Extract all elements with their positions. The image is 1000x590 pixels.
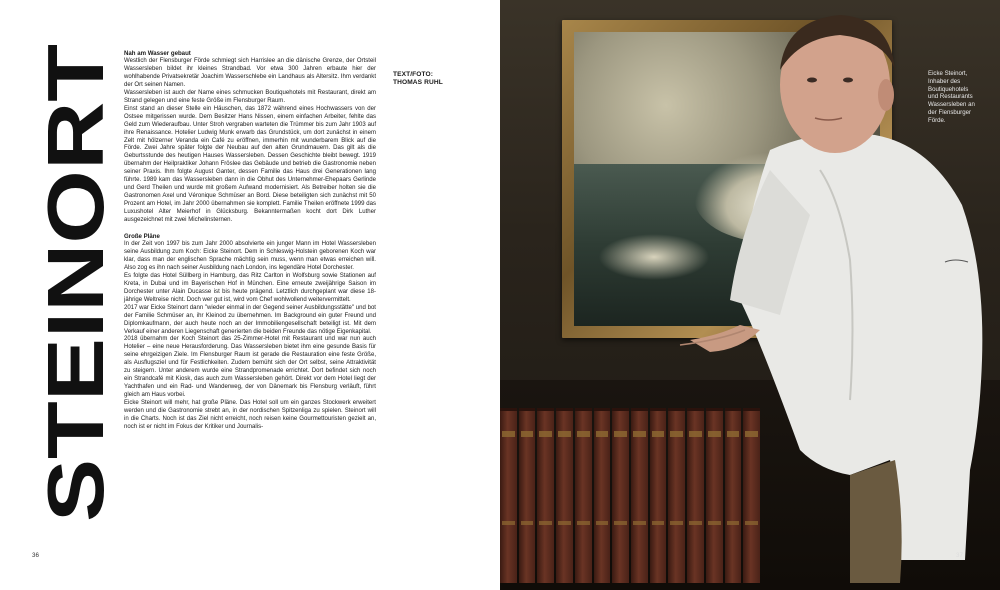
author-credit xyxy=(393,71,443,87)
page-number-right: 37 xyxy=(956,552,963,559)
paragraph: Einst stand an dieser Stelle ein Häuschen, das 1872 während eines Hochwassers von der Ostsee mitgerissen wurde. Dem Besitzer Hans Nissen, einem einfachen Arbeiter, fehlte das Geld zum Wiederaufbau. Unter Stroh vergraben warteten die Trümmer bis zum Jahr 1903 auf ihre Renaissance. Hotelier Ludwig Munk erwarb das Grundstück, um dort zunächst in einem Zelt mit hölzerner Veranda ein Café zu eröffnen, immerhin mit wunderbarem Blick auf die Förde. Zwei Jahre später folgte der Neubau auf den alten Grundmauern. Das gilt als die Geburtsstunde des heutigen Hauses Wassersleben. Dessen Geschichte bleibt bewegt. 1919 übernahm der Heilpraktiker Johann Fröslee das Gebäude und betrieb die Gastronomie neben seiner Praxis. Ihm folgte August Ganter, dessen Familie das Haus drei Generationen lang führte. 1989 kam das Wassersleben dann in die Obhut des Unternehmer-Ehepaars Gerlinde und Gerd Theilen und wurde mit großem Aufwand modernisiert. Als Betreiber holten sie die Gastronomen Axel und Véronique Schmüser an Bord. Diese beteiligten sich zunächst mit 50 Prozent am Hotel, im Jahr 2000 übernahmen sie komplett. Familie Theilen eröffnete 1999 das Luxushotel Alter Meierhof in Glücksburg. Bekanntermaßen kocht dort Dirk Luther ausgezeichnet mit zwei Michelinsternen. xyxy=(124,105,376,224)
section-heading-2: Große Pläne xyxy=(124,233,160,241)
paragraph: In der Zeit von 1997 bis zum Jahr 2000 absolvierte ein junger Mann im Hotel Wassersleben seine Ausbildung zum Koch: Eicke Steinort. Dem in Schleswig-Holstein geborenen Koch war klar, dass man der englischen Sprache mächtig sein muss, wenn man etwas erreichen will. Also zog es ihn nach seiner Ausbildung nach London, ins legendäre Hotel Dorchester. xyxy=(124,241,376,271)
caption-line: Wassersleben an xyxy=(928,101,975,109)
credit-name: THOMAS RUHL xyxy=(393,79,443,86)
vertical-title xyxy=(31,44,120,522)
paragraph: Eicke Steinort will mehr, hat große Pläne. Das Hotel soll um ein ganzes Stockwerk erweitert werden und die Gastronomie strebt an, in der nordischen Spitzenliga zu spielen. Steinort will in die Charts. Noch ist das Ziel nicht erreicht, noch reisen keine Gourmettouristen gezielt an, noch ist er nicht im Fokus der Kritiker und Journalis- xyxy=(124,400,376,430)
caption-line: Boutiquehotels xyxy=(928,85,969,93)
paragraph: Wassersleben ist auch der Name eines schmucken Boutiquehotels mit Restaurant, direkt am Strand gelegen und eine feste Größe im Flensburger Raum. xyxy=(124,89,376,104)
caption-line: Eicke Steinort, xyxy=(928,70,968,77)
photo-caption xyxy=(928,70,994,125)
caption-line: und Restaurants xyxy=(928,93,973,101)
vertical-title-text: STEINORT xyxy=(31,117,120,522)
article-body xyxy=(124,50,376,432)
section-heading-1: Nah am Wasser gebaut xyxy=(124,50,191,57)
caption-line: Inhaber des xyxy=(928,77,961,85)
page-number-left: 36 xyxy=(32,552,39,559)
caption-line: Förde. xyxy=(928,116,946,124)
photo-page xyxy=(500,0,1000,583)
left-page xyxy=(0,0,500,583)
paragraph: 2017 war Eicke Steinort dann "wieder einmal in der Gegend seiner Ausbildungsstätte" und bot der Familie Schmüser an, ihr Kleinod zu übernehmen. Im Background ein guter Freund und Diplomkaufmann, der auch heute noch an der Immobiliengesellschaft beteiligt ist. Mit dem Verkauf einer anderen Liegenschaft generierten die beiden Freunde das nötige Eigenkapital. xyxy=(124,304,376,335)
paragraph: Westlich der Flensburger Förde schmiegt sich Harrislee an die dänische Grenze, der Ortsteil Wassersleben bildet ihr kleines Strandbad. Vor etwa 300 Jahren erbaute hier der wohlhabende Privatsekretär Joachim Wasserschlebe ein Landhaus als Altersitz. Ihm verdankt der Ort seinen Namen. xyxy=(124,58,376,88)
caption-line: der Flensburger xyxy=(928,108,972,116)
paragraph: 2018 übernahm der Koch Steinort das 25-Zimmer-Hotel mit Restaurant und war nun auch Hotelier – eine neue Herausforderung. Das Wassersleben bietet ihm eine gesunde Basis für seine ehrgeizigen Ziele. Im Flensburger Raum ist gerade die Restauration eine feste Größe, als Ausflugsziel und für Festlichkeiten. Zudem bemüht sich der Ort selbst, seine Attraktivität zu steigern. Unter anderem wurde eine Strandpromenade errichtet. Dort befindet sich noch ein Strandcafé mit Kiosk, das auch zum Wassersleben gehört. Direkt vor dem Hotel liegt der Yachthafen und ein Rad- und Wanderweg, der von Dänemark bis Flensburg verläuft, führt gleich am Haus vorbei. xyxy=(124,336,376,399)
credit-label: TEXT/FOTO: xyxy=(393,71,434,78)
paragraph: Es folgte das Hotel Süllberg in Hamburg, das Ritz Carlton in Wolfsburg sowie Stationen auf Kreta, in Dubai und im Bayerischen Hof in München. Eine erneute zweijährige Saison im Dorchester unter Alain Ducasse ist bis heute prägend. Letztlich durchgeplant war diese 18-jährige Weltreise nicht. Doch wer gut ist, wird vom Chef wohlwollend weitervermittelt. xyxy=(124,272,376,303)
